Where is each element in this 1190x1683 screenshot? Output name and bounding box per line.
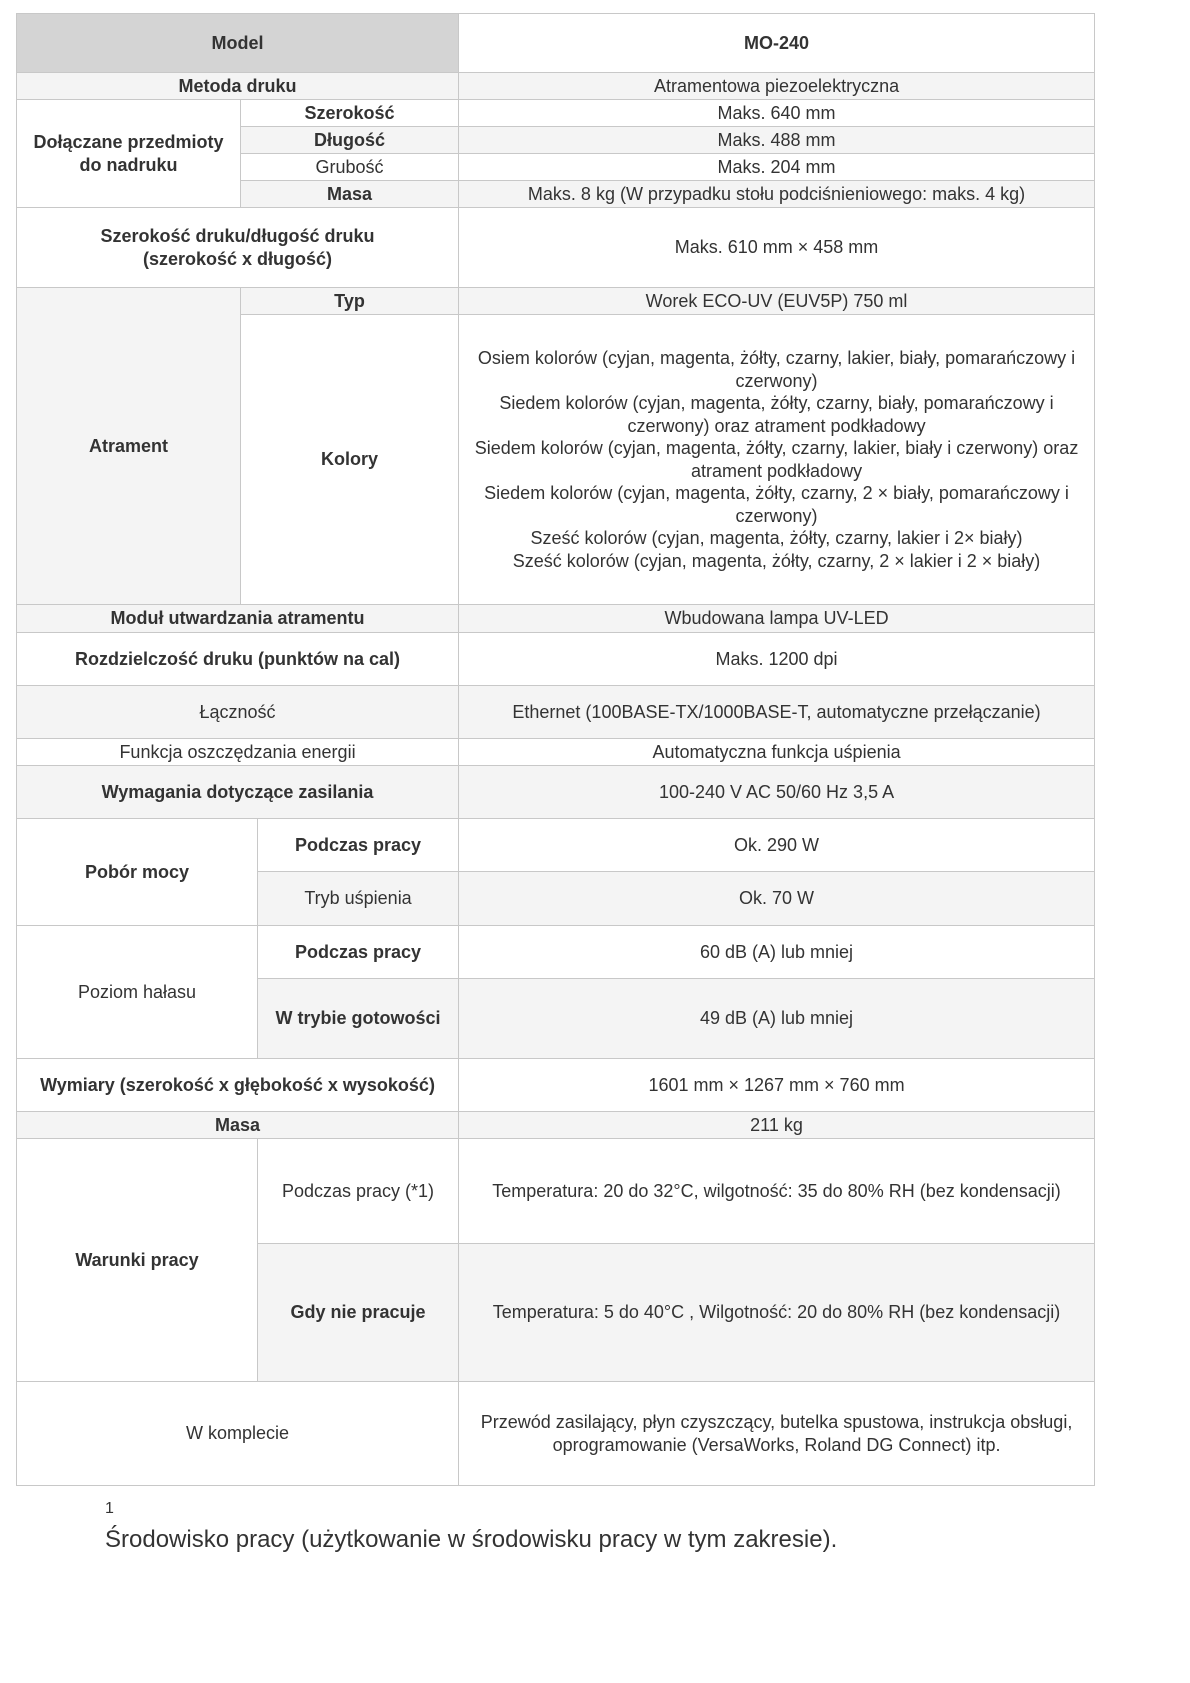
power-operating-label: Podczas pracy: [258, 819, 459, 872]
noise-operating-label: Podczas pracy: [258, 926, 459, 979]
ink-colors-label: Kolory: [241, 315, 459, 605]
table-row: [17, 73, 1095, 100]
table-row: [17, 926, 1095, 979]
footnote-number: 1: [105, 1500, 114, 1517]
spec-table: [16, 13, 1095, 1486]
noise-label: Poziom hałasu: [17, 926, 258, 1059]
power-operating-value: Ok. 290 W: [459, 819, 1095, 872]
table-row: [17, 100, 1095, 127]
media-length-label: Długość: [241, 127, 459, 154]
media-label: Dołączane przedmioty do nadruku: [17, 100, 241, 208]
env-operating-value: Temperatura: 20 do 32°C, wilgotność: 35 do 80% RH (bez kondensacji): [459, 1139, 1095, 1244]
curing-value: Wbudowana lampa UV-LED: [459, 605, 1095, 633]
footnote: [105, 1498, 837, 1556]
connectivity-value: Ethernet (100BASE-TX/1000BASE-T, automatyczne przełączanie): [459, 686, 1095, 739]
media-length-value: Maks. 488 mm: [459, 127, 1095, 154]
table-row: [17, 739, 1095, 766]
power-consumption-label: Pobór mocy: [17, 819, 258, 926]
noise-standby-value: 49 dB (A) lub mniej: [459, 979, 1095, 1059]
model-value: MO-240: [459, 14, 1095, 73]
table-row: [17, 605, 1095, 633]
curing-label: Moduł utwardzania atramentu: [17, 605, 459, 633]
media-width-value: Maks. 640 mm: [459, 100, 1095, 127]
included-value: [459, 1382, 1095, 1486]
noise-standby-label: W trybie gotowości: [258, 979, 459, 1059]
ink-color-option: Siedem kolorów (cyjan, magenta, żółty, czarny, biały, pomarańczowy i czerwony) oraz atrament podkładowy: [499, 393, 1054, 436]
ink-color-option: Sześć kolorów (cyjan, magenta, żółty, czarny, 2 × lakier i 2 × biały): [512, 550, 1041, 571]
weight-value: 211 kg: [459, 1112, 1095, 1139]
table-row: [17, 288, 1095, 315]
print-method-value: Atramentowa piezoelektryczna: [459, 73, 1095, 100]
power-sleep-label: Tryb uśpienia: [258, 872, 459, 926]
print-area-label: [17, 208, 459, 288]
noise-operating-value: 60 dB (A) lub mniej: [459, 926, 1095, 979]
media-thickness-value: Maks. 204 mm: [459, 154, 1095, 181]
connectivity-label: Łączność: [17, 686, 459, 739]
table-row: [17, 208, 1095, 288]
env-operating-label: Podczas pracy (*1): [258, 1139, 459, 1244]
table-row: [17, 1059, 1095, 1112]
power-saving-value: Automatyczna funkcja uśpienia: [459, 739, 1095, 766]
print-area-label-line1: Szerokość druku/długość druku: [100, 226, 375, 246]
table-row: [17, 766, 1095, 819]
table-row: [17, 633, 1095, 686]
dimensions-label: Wymiary (szerokość x głębokość x wysokość): [17, 1059, 459, 1112]
resolution-value: Maks. 1200 dpi: [459, 633, 1095, 686]
ink-type-value: Worek ECO-UV (EUV5P) 750 ml: [459, 288, 1095, 315]
ink-type-label: Typ: [241, 288, 459, 315]
footnote-text: Środowisko pracy (użytkowanie w środowisku pracy w tym zakresie).: [105, 1526, 838, 1553]
included-value-line1: Przewód zasilający, płyn czyszczący, butelka spustowa, instrukcja obsługi,: [480, 1412, 1073, 1432]
resolution-label: Rozdzielczość druku (punktów na cal): [17, 633, 459, 686]
print-area-label-line2: (szerokość x długość): [142, 248, 333, 269]
weight-label: Masa: [17, 1112, 459, 1139]
media-width-label: Szerokość: [241, 100, 459, 127]
env-nonoperating-value: Temperatura: 5 do 40°C , Wilgotność: 20 do 80% RH (bez kondensacji): [459, 1244, 1095, 1382]
included-value-line2: oprogramowanie (VersaWorks, Roland DG Connect) itp.: [552, 1434, 1001, 1455]
ink-color-option: Sześć kolorów (cyjan, magenta, żółty, czarny, lakier i 2× biały): [530, 528, 1023, 548]
ink-color-option: Siedem kolorów (cyjan, magenta, żółty, czarny, 2 × biały, pomarańczowy i czerwony): [484, 483, 1069, 526]
power-sleep-value: Ok. 70 W: [459, 872, 1095, 926]
model-label: Model: [17, 14, 459, 73]
table-row: [17, 1382, 1095, 1486]
power-req-value: 100-240 V AC 50/60 Hz 3,5 A: [459, 766, 1095, 819]
power-saving-label: Funkcja oszczędzania energii: [17, 739, 459, 766]
ink-colors-value: [459, 315, 1095, 605]
header-row: [17, 14, 1095, 73]
media-weight-label: Masa: [241, 181, 459, 208]
included-label: W komplecie: [17, 1382, 459, 1486]
table-row: [17, 1139, 1095, 1244]
ink-label: Atrament: [17, 288, 241, 605]
table-row: [17, 686, 1095, 739]
media-thickness-label: Grubość: [241, 154, 459, 181]
ink-color-option: Siedem kolorów (cyjan, magenta, żółty, czarny, lakier, biały i czerwony) oraz atrament podkładowy: [474, 438, 1079, 481]
table-row: [17, 819, 1095, 872]
media-weight-value: Maks. 8 kg (W przypadku stołu podciśnieniowego: maks. 4 kg): [459, 181, 1095, 208]
print-method-label: Metoda druku: [17, 73, 459, 100]
env-nonoperating-label: Gdy nie pracuje: [258, 1244, 459, 1382]
power-req-label: Wymagania dotyczące zasilania: [17, 766, 459, 819]
environment-label: Warunki pracy: [17, 1139, 258, 1382]
ink-color-option: Osiem kolorów (cyjan, magenta, żółty, czarny, lakier, biały, pomarańczowy i czerwony): [477, 348, 1076, 391]
dimensions-value: 1601 mm × 1267 mm × 760 mm: [459, 1059, 1095, 1112]
print-area-value: Maks. 610 mm × 458 mm: [459, 208, 1095, 288]
table-row: [17, 1112, 1095, 1139]
